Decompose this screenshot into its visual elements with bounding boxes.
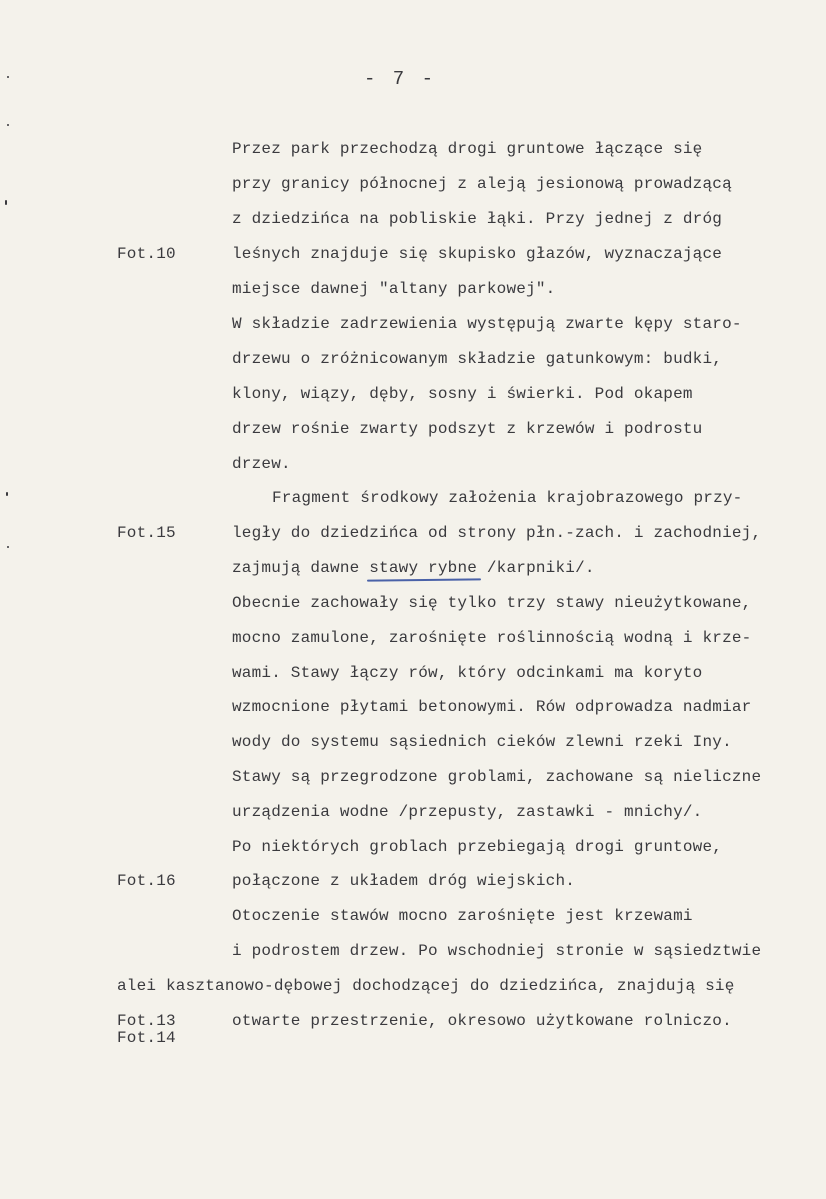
body-line: wami. Stawy łączy rów, który odcinkami ma koryto (232, 664, 703, 682)
margin-note-fot10: Fot.10 (117, 245, 176, 263)
margin-note-fot15: Fot.15 (117, 524, 176, 542)
margin-note-fot13: Fot.13 (117, 1012, 176, 1030)
body-line: legły do dziedzińca od strony płn.-zach. i zachodniej, (232, 524, 762, 542)
margin-note-fot14: Fot.14 (117, 1029, 176, 1047)
paragraph-first-line: Fragment środkowy założenia krajobrazowego przy- (272, 489, 743, 507)
body-line: połączone z układem dróg wiejskich. (232, 872, 576, 890)
margin-speck (6, 492, 8, 496)
body-line: otwarte przestrzenie, okresowo użytkowane rolniczo. (232, 1012, 732, 1030)
body-line: leśnych znajduje się skupisko głazów, wyznaczające (232, 245, 723, 263)
body-line: przy granicy północnej z aleją jesionową prowadzącą (232, 175, 732, 193)
body-line: drzew. (232, 455, 291, 473)
body-line: i podrostem drzew. Po wschodniej stronie w sąsiedztwie (232, 942, 762, 960)
body-line: Obecnie zachowały się tylko trzy stawy nieużytkowane, (232, 594, 752, 612)
body-line: Po niektórych groblach przebiegają drogi gruntowe, (232, 838, 723, 856)
body-line: drzewu o zróżnicowanym składzie gatunkowym: budki, (232, 350, 723, 368)
body-line: W składzie zadrzewienia występują zwarte kępy staro- (232, 315, 742, 333)
margin-speck (5, 200, 7, 205)
underlined-phrase: stawy rybne (369, 559, 478, 577)
margin-speck (7, 546, 9, 548)
body-line-full-width: alei kasztanowo-dębowej dochodzącej do dziedzińca, znajdują się (117, 977, 735, 995)
body-line: z dziedzińca na pobliskie łąki. Przy jednej z dróg (232, 210, 723, 228)
body-line-with-underline (232, 559, 595, 577)
page-number: - 7 - (364, 68, 437, 90)
margin-speck (7, 76, 9, 78)
margin-note-fot16: Fot.16 (117, 872, 176, 890)
body-line: Przez park przechodzą drogi gruntowe łączące się (232, 140, 703, 158)
margin-speck (7, 124, 9, 126)
body-text-segment: /karpniki/. (486, 559, 595, 577)
body-line: miejsce dawnej "altany parkowej". (232, 280, 556, 298)
body-line: Stawy są przegrodzone groblami, zachowane są nieliczne (232, 768, 762, 786)
body-line: mocno zamulone, zarośnięte roślinnością wodną i krze- (232, 629, 752, 647)
body-line: wzmocnione płytami betonowymi. Rów odprowadza nadmiar (232, 698, 752, 716)
body-line: Otoczenie stawów mocno zarośnięte jest krzewami (232, 907, 693, 925)
body-line: urządzenia wodne /przepusty, zastawki - mnichy/. (232, 803, 703, 821)
body-line: klony, wiązy, dęby, sosny i świerki. Pod okapem (232, 385, 693, 403)
body-line: drzew rośnie zwarty podszyt z krzewów i podrostu (232, 420, 703, 438)
body-line: wody do systemu sąsiednich cieków zlewni rzeki Iny. (232, 733, 732, 751)
body-text-segment: zajmują dawne (232, 559, 360, 577)
